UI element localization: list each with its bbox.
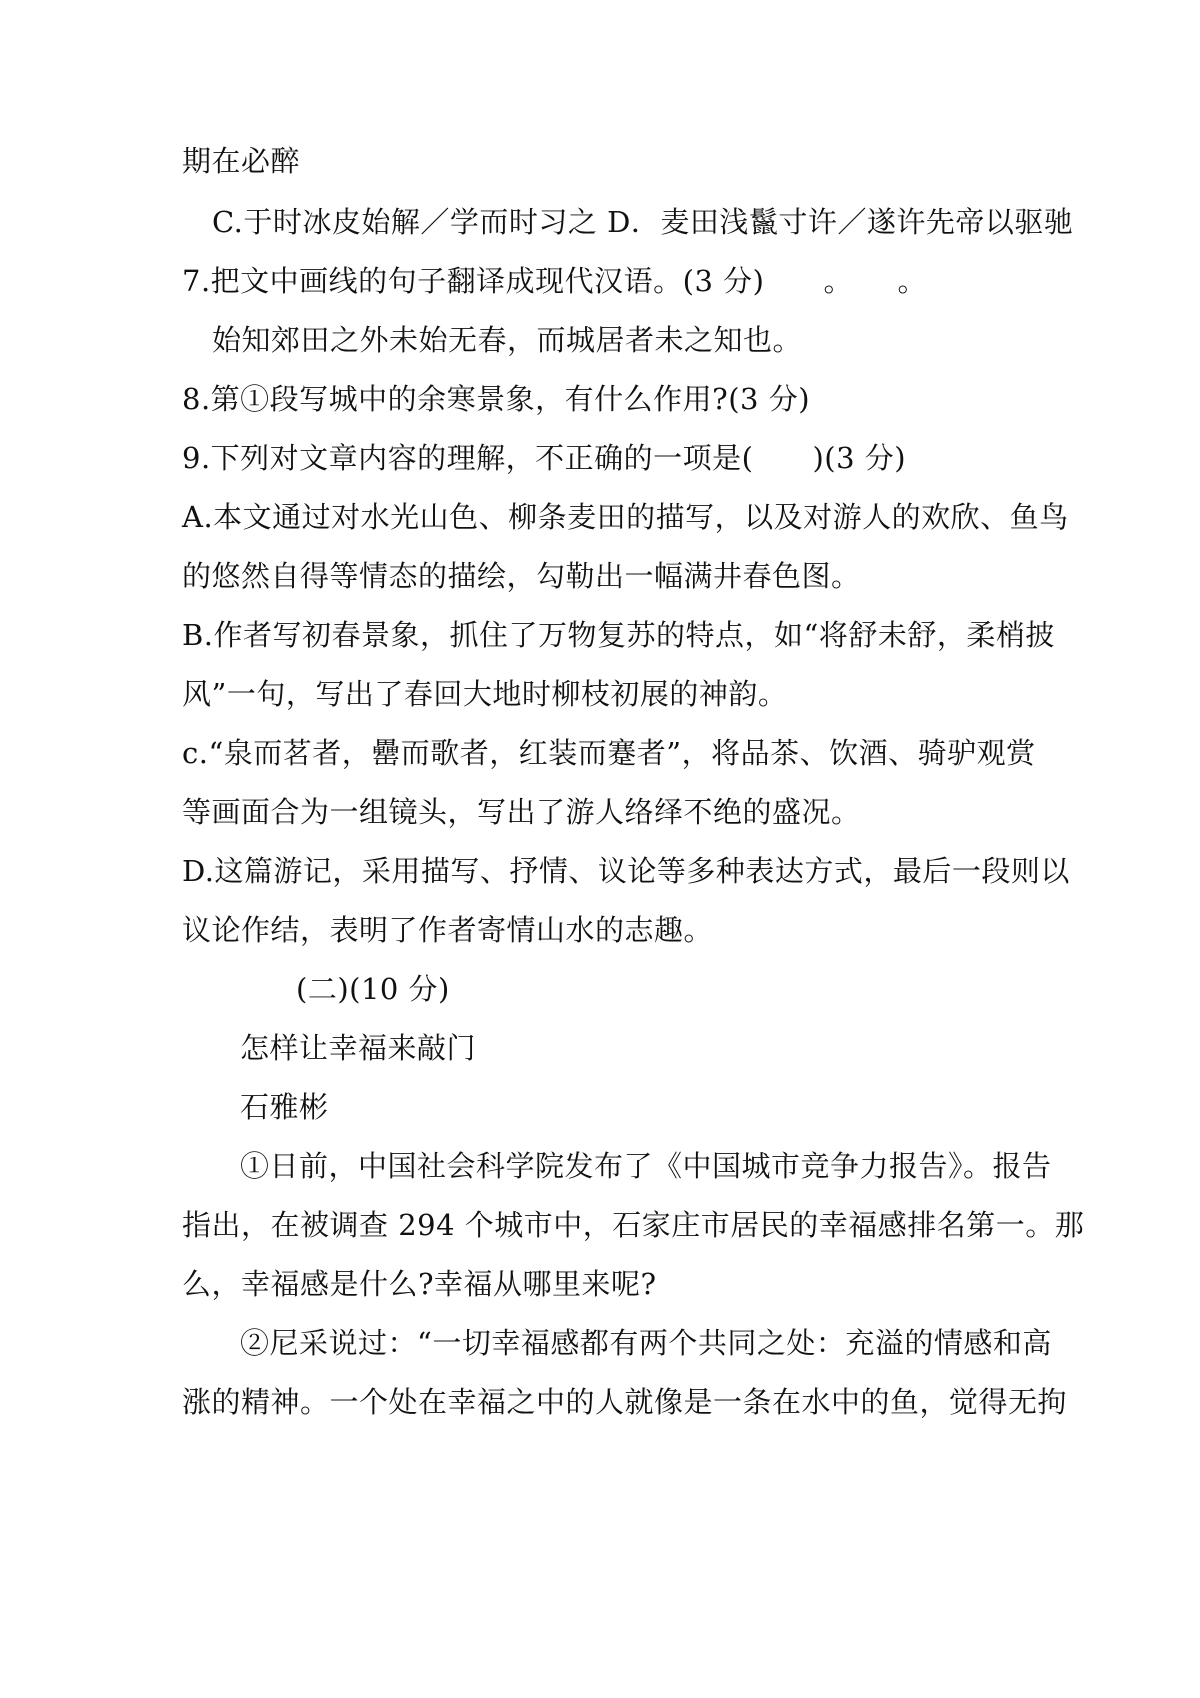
paragraph-2-line-2: 涨的精神。一个处在幸福之中的人就像是一条在水中的鱼，觉得无拘 [182, 1385, 1068, 1419]
q9-option-b-line-2: 风”一句，写出了春回大地时柳枝初展的神韵。 [182, 677, 788, 711]
text-line-options-c-d: C.于时冰皮始解／学而时习之 D．麦田浅鬣寸许／遂许先帝以驱驰 [212, 205, 1074, 239]
text-line-option-b-continued: 期在必醉 [182, 144, 301, 178]
q9-option-c-line-2: 等画面合为一组镜头，写出了游人络绎不绝的盛况。 [182, 795, 861, 829]
q9-option-d-line-1: D.这篇游记，采用描写、抒情、议论等多种表达方式，最后一段则以 [182, 854, 1070, 888]
q9-option-d-line-2: 议论作结，表明了作者寄情山水的志趣。 [182, 913, 714, 947]
q9-option-b-line-1: B.作者写初春景象，抓住了万物复苏的特点，如“将舒未舒，柔梢披 [182, 618, 1055, 652]
section-heading: (二)(10 分) [296, 972, 450, 1006]
sentence-to-translate: 始知郊田之外未始无春，而城居者未之知也。 [212, 323, 803, 357]
paragraph-1-line-2: 指出，在被调查 294 个城市中，石家庄市居民的幸福感排名第一。那 [182, 1208, 1085, 1242]
paragraph-1-line-1: ①日前，中国社会科学院发布了《中国城市竞争力报告》。报告 [240, 1149, 1052, 1183]
article-title: 怎样让幸福来敲门 [240, 1031, 477, 1065]
article-author: 石雅彬 [240, 1090, 329, 1124]
q9-option-a-line-1: A.本文通过对水光山色、柳条麦田的描写，以及对游人的欢欣、鱼鸟 [182, 500, 1069, 534]
paragraph-1-line-3: 么，幸福感是什么?幸福从哪里来呢? [182, 1267, 657, 1301]
question-7: 7.把文中画线的句子翻译成现代汉语。(3 分) 。 。 [182, 264, 927, 298]
question-8: 8.第①段写城中的余寒景象，有什么作用?(3 分) [182, 382, 811, 416]
q9-option-c-line-1: c.“泉而茗者，罍而歌者，红装而蹇者”，将品茶、饮酒、骑驴观赏 [182, 736, 1036, 770]
question-9: 9.下列对文章内容的理解，不正确的一项是( )(3 分) [182, 441, 907, 475]
q9-option-a-line-2: 的悠然自得等情态的描绘，勾勒出一幅满井春色图。 [182, 559, 861, 593]
paragraph-2-line-1: ②尼采说过：“一切幸福感都有两个共同之处：充溢的情感和高 [240, 1326, 1052, 1360]
